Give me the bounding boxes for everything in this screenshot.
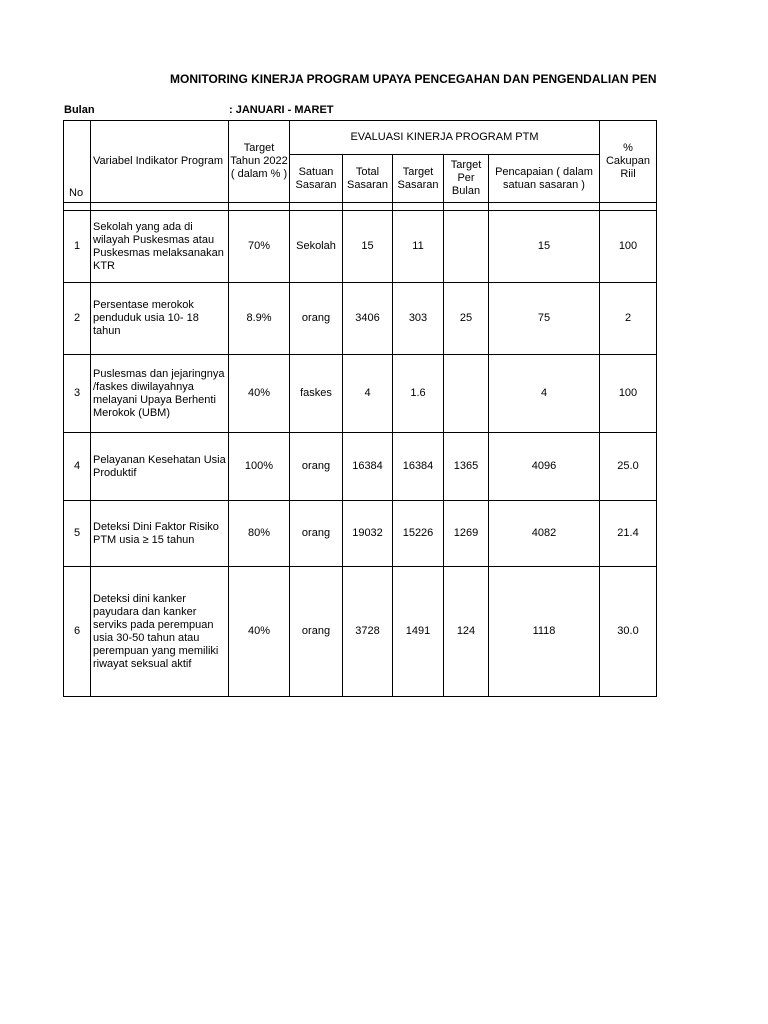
row-indikator: Deteksi dini kanker payudara dan kanker serviks pada perempuan usia 30-50 tahun atau perempuan yang memiliki riwayat seksual aktif <box>91 567 229 697</box>
row-target-sasaran: 1491 <box>393 567 444 697</box>
row-satuan: orang <box>290 501 343 567</box>
row-cakupan: 100 <box>600 211 657 283</box>
row-indikator: Deteksi Dini Faktor Risiko PTM usia ≥ 15 tahun <box>91 501 229 567</box>
row-indikator: Persentase merokok penduduk usia 10- 18 tahun <box>91 283 229 355</box>
row-cakupan: 25.0 <box>600 433 657 501</box>
row-total-sasaran: 3728 <box>343 567 393 697</box>
row-target-sasaran: 303 <box>393 283 444 355</box>
row-indikator: Pelayanan Kesehatan Usia Produktif <box>91 433 229 501</box>
row-pencapaian: 4 <box>489 355 600 433</box>
row-target-sasaran: 16384 <box>393 433 444 501</box>
row-cakupan: 2 <box>600 283 657 355</box>
row-total-sasaran: 3406 <box>343 283 393 355</box>
row-target-tahun: 100% <box>229 433 290 501</box>
document-title <box>0 72 659 90</box>
header-pencapaian: Pencapaian ( dalam satuan sasaran ) <box>489 155 600 203</box>
row-target-bulan <box>444 211 489 283</box>
bulan-value: : JANUARI - MARET <box>229 104 334 116</box>
row-no: 4 <box>64 433 91 501</box>
row-total-sasaran: 19032 <box>343 501 393 567</box>
row-no: 2 <box>64 283 91 355</box>
row-target-bulan: 124 <box>444 567 489 697</box>
row-target-sasaran: 15226 <box>393 501 444 567</box>
row-no: 3 <box>64 355 91 433</box>
row-target-tahun: 8.9% <box>229 283 290 355</box>
header-variabel: Variabel Indikator Program <box>91 121 229 203</box>
row-cakupan: 21.4 <box>600 501 657 567</box>
row-target-bulan: 25 <box>444 283 489 355</box>
table-row <box>64 501 657 567</box>
row-target-sasaran: 1.6 <box>393 355 444 433</box>
spacer-row <box>64 203 657 211</box>
table-row <box>64 283 657 355</box>
header-no: No <box>64 121 91 203</box>
table-row <box>64 433 657 501</box>
kinerja-table <box>63 120 657 697</box>
header-total-sasaran: Total Sasaran <box>343 155 393 203</box>
row-no: 1 <box>64 211 91 283</box>
row-target-tahun: 40% <box>229 355 290 433</box>
row-indikator: Sekolah yang ada di wilayah Puskesmas atau Puskesmas melaksanakan KTR <box>91 211 229 283</box>
row-total-sasaran: 4 <box>343 355 393 433</box>
row-indikator: Puslesmas dan jejaringnya /faskes diwilayahnya melayani Upaya Berhenti Merokok (UBM) <box>91 355 229 433</box>
header-target-sasaran: Target Sasaran <box>393 155 444 203</box>
header-target-tahun: Target Tahun 2022 ( dalam % ) <box>229 121 290 203</box>
row-no: 5 <box>64 501 91 567</box>
bulan-label: Bulan <box>64 104 95 116</box>
row-satuan: faskes <box>290 355 343 433</box>
table-row <box>64 567 657 697</box>
row-satuan: orang <box>290 433 343 501</box>
row-target-bulan <box>444 355 489 433</box>
row-pencapaian: 4082 <box>489 501 600 567</box>
row-target-tahun: 80% <box>229 501 290 567</box>
document-title-text: MONITORING KINERJA PROGRAM UPAYA PENCEGAHAN DAN PENGENDALIAN PEN <box>170 72 657 86</box>
row-pencapaian: 4096 <box>489 433 600 501</box>
header-satuan-sasaran: Satuan Sasaran <box>290 155 343 203</box>
row-no: 6 <box>64 567 91 697</box>
header-evaluasi: EVALUASI KINERJA PROGRAM PTM <box>290 121 600 155</box>
header-target-per-bulan: Target Per Bulan <box>444 155 489 203</box>
row-cakupan: 30.0 <box>600 567 657 697</box>
row-total-sasaran: 16384 <box>343 433 393 501</box>
row-target-bulan: 1269 <box>444 501 489 567</box>
row-target-tahun: 70% <box>229 211 290 283</box>
header-cakupan: % Cakupan Riil <box>600 121 657 203</box>
row-satuan: orang <box>290 567 343 697</box>
row-cakupan: 100 <box>600 355 657 433</box>
row-satuan: Sekolah <box>290 211 343 283</box>
row-target-sasaran: 11 <box>393 211 444 283</box>
row-satuan: orang <box>290 283 343 355</box>
row-target-tahun: 40% <box>229 567 290 697</box>
row-pencapaian: 15 <box>489 211 600 283</box>
row-pencapaian: 1118 <box>489 567 600 697</box>
table-row <box>64 355 657 433</box>
row-target-bulan: 1365 <box>444 433 489 501</box>
table-row <box>64 211 657 283</box>
row-pencapaian: 75 <box>489 283 600 355</box>
row-total-sasaran: 15 <box>343 211 393 283</box>
